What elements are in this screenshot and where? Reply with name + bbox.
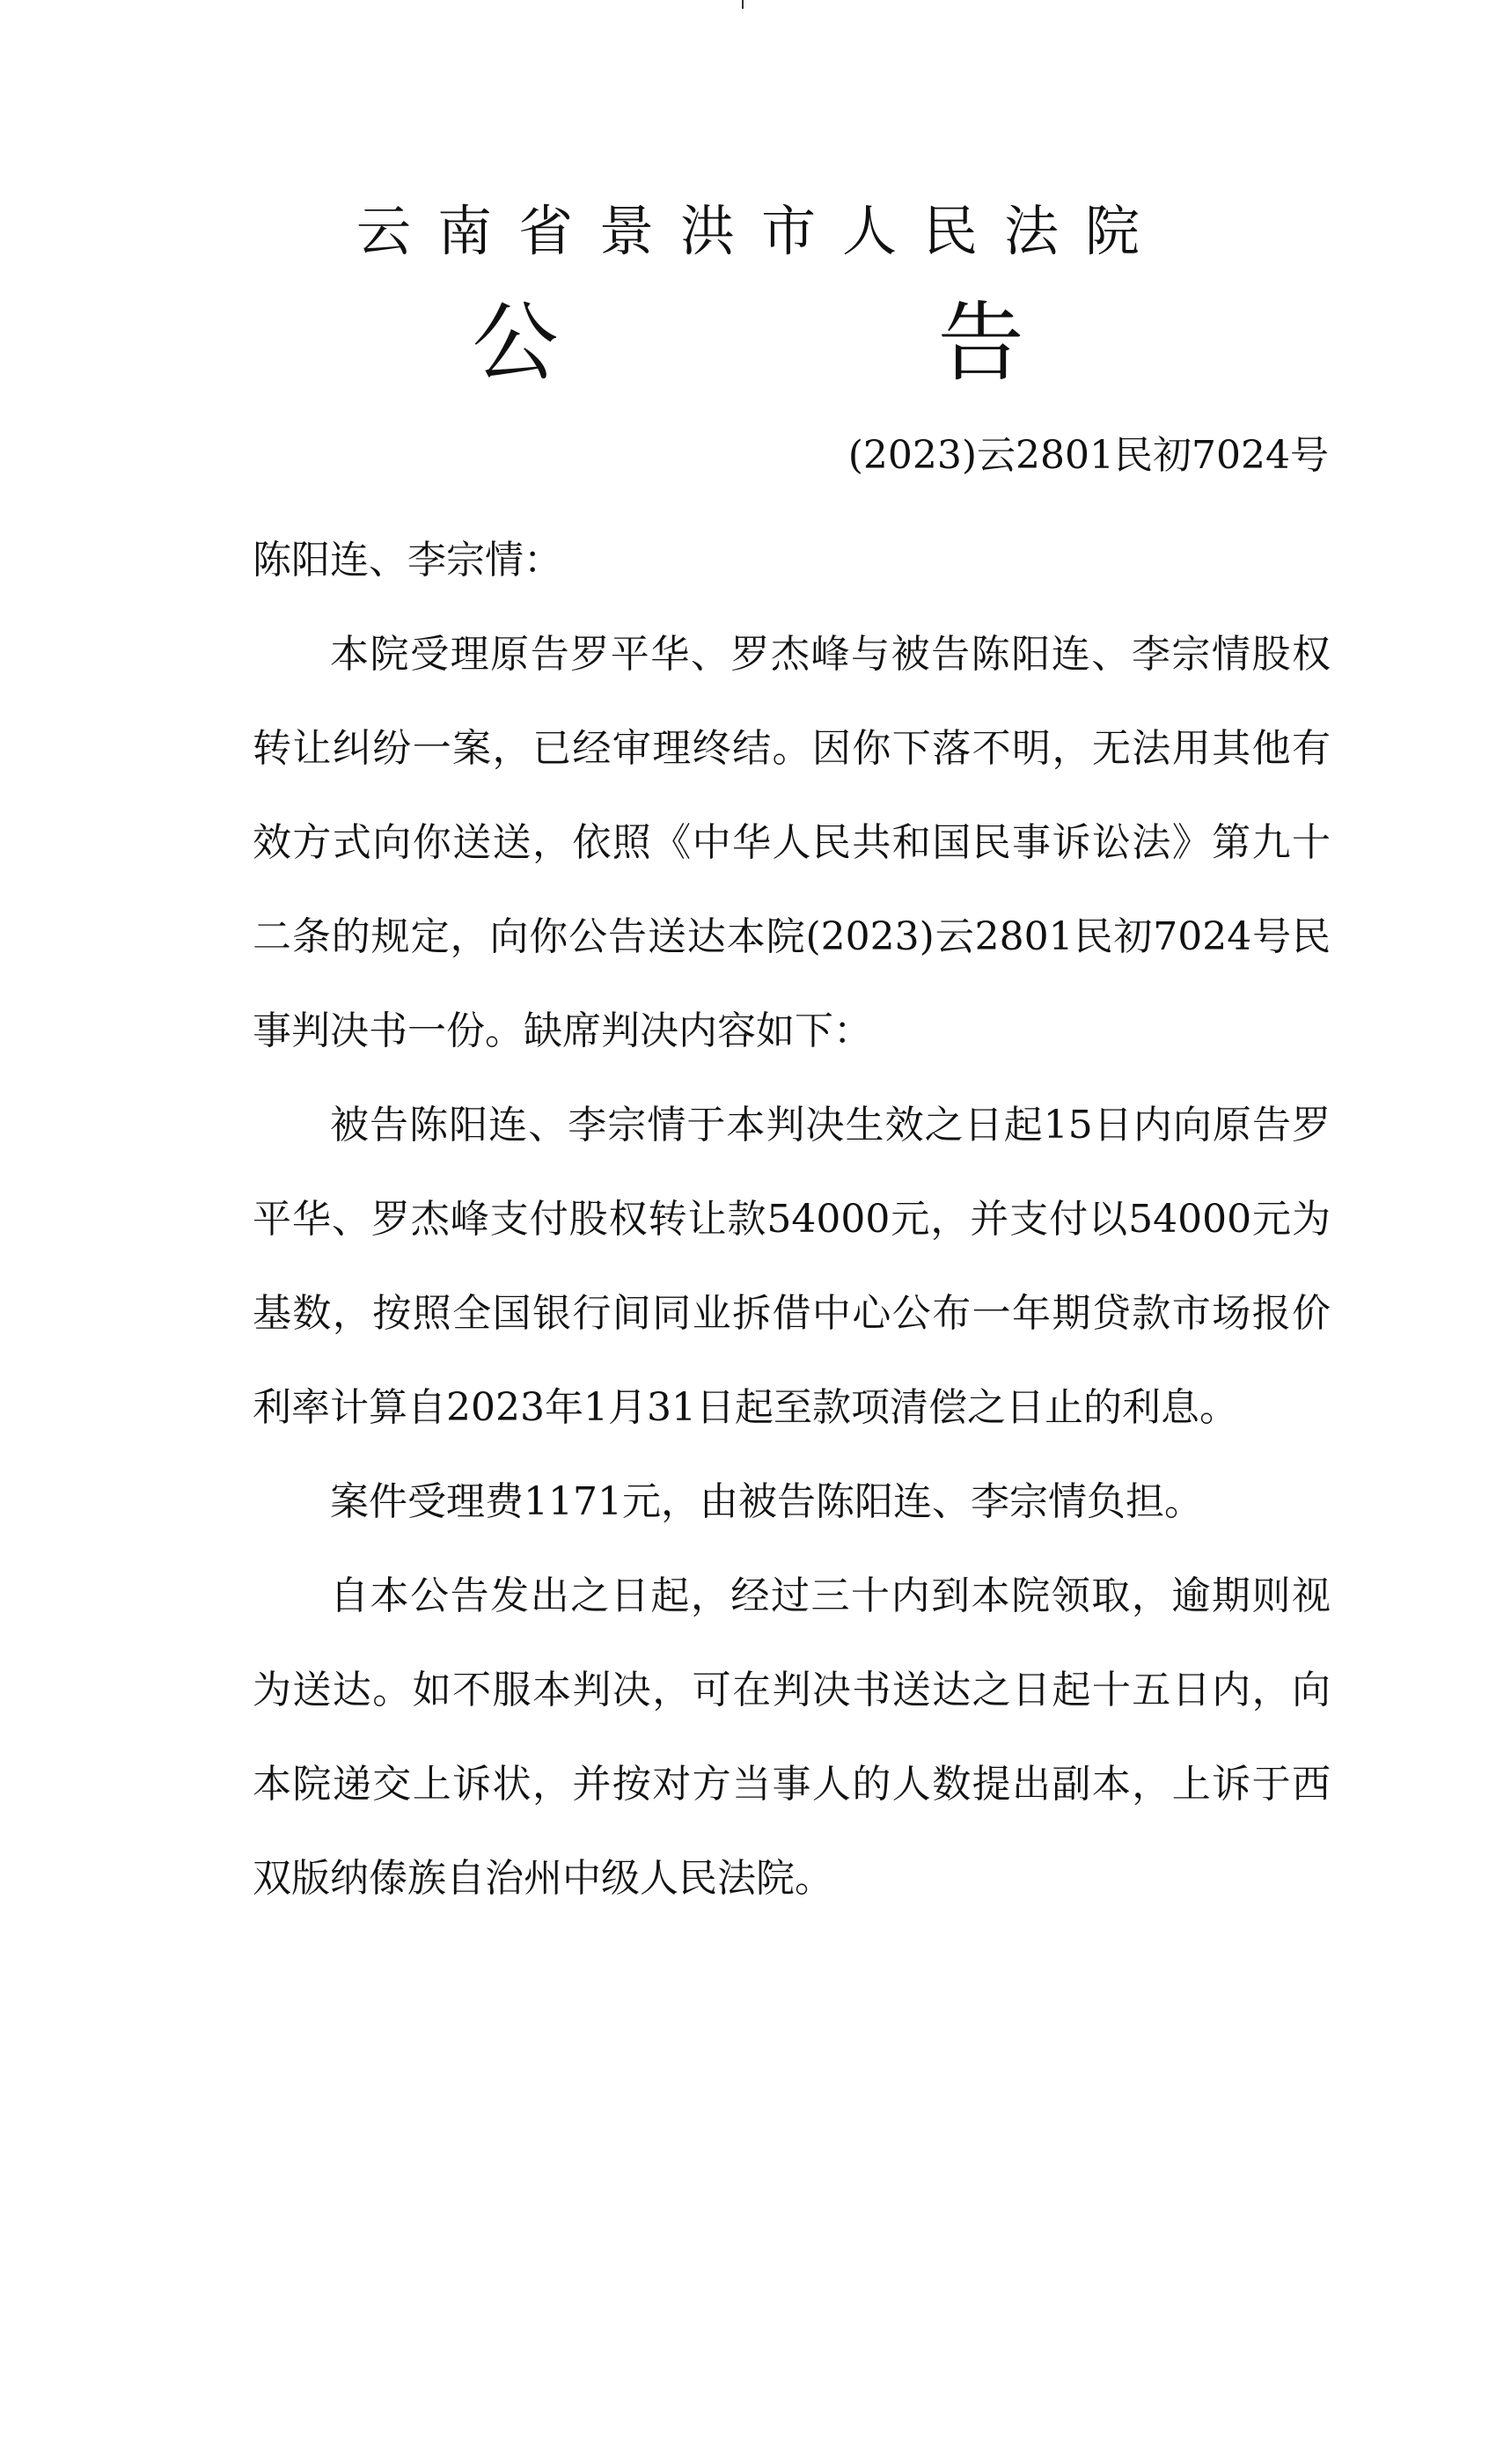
notice-body: [253, 513, 1331, 1925]
page-top-mark: [742, 0, 744, 9]
document-title: 公 告: [472, 293, 1200, 393]
paragraph-notice-intro: 本院受理原告罗平华、罗杰峰与被告陈阳连、李宗情股权转让纠纷一案，已经审理终结。因你下落不明，无法用其他有效方式向你送送，依照《中华人民共和国民事诉讼法》第九十二条的规定，向你公告送达本院(2023)云2801民初7024号民事判决书一份。缺席判决内容如下：: [253, 632, 1331, 1053]
paragraph-court-fee: 案件受理费1171元，由被告陈阳连、李宗情负担。: [330, 1479, 1203, 1524]
paragraph-judgment-content: 被告陈阳连、李宗情于本判决生效之日起15日内向原告罗平华、罗杰峰支付股权转让款54000元，并支付以54000元为基数，按照全国银行间同业拆借中心公布一年期贷款市场报价利率计算自2023年1月31日起至款项清偿之日止的利息。: [253, 1103, 1331, 1430]
court-name: 云南省景洪市人民法院: [356, 199, 1166, 263]
case-number: (2023)云2801民初7024号: [847, 433, 1329, 478]
paragraph-appeal-notice: 自本公告发出之日起，经过三十内到本院领取，逾期则视为送达。如不服本判决，可在判决书送达之日起十五日内，向本院递交上诉状，并按对方当事人的人数提出副本，上诉于西双版纳傣族自治州中级人民法院。: [253, 1573, 1331, 1901]
addressee: 陈阳连、李宗情：: [253, 538, 562, 583]
